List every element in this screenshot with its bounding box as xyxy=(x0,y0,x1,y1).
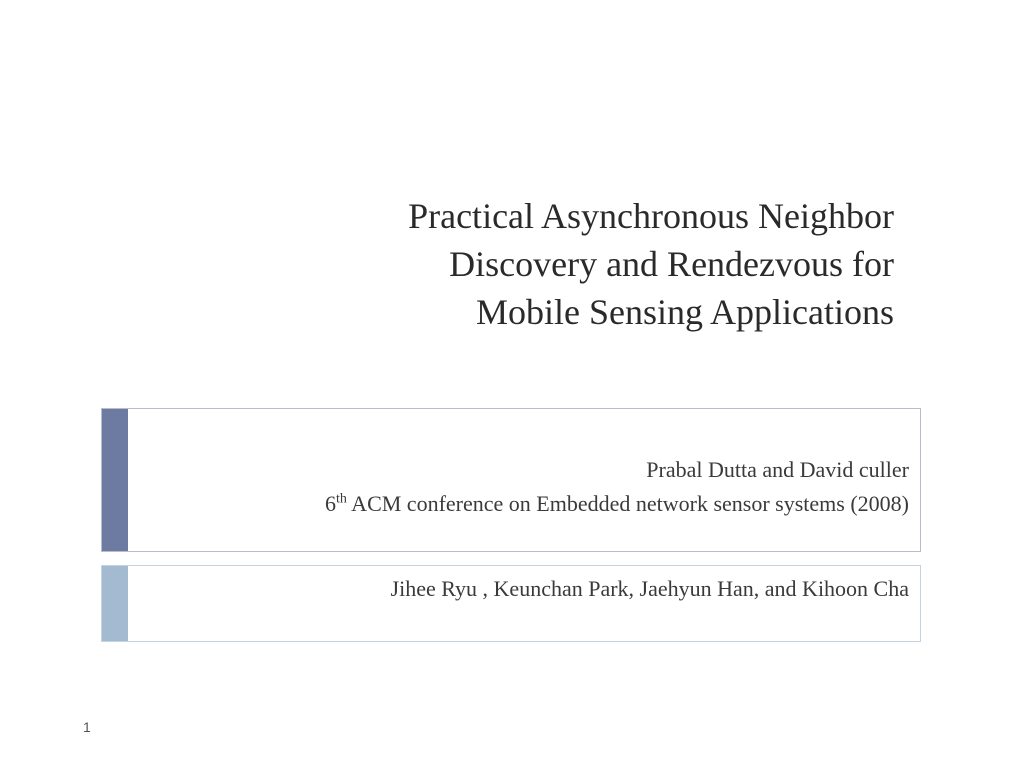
presenters: Jihee Ryu , Keunchan Park, Jaehyun Han, and Kihoon Cha xyxy=(390,576,909,601)
page-number: 1 xyxy=(83,719,91,735)
accent-bar xyxy=(102,566,128,641)
conference-ordinal: 6 xyxy=(325,491,336,516)
paper-authors: Prabal Dutta and David culler xyxy=(646,457,909,482)
conference-text: ACM conference on Embedded network sensor systems (2008) xyxy=(346,491,909,516)
presenters-box xyxy=(101,565,921,642)
title-line: Discovery and Rendezvous for xyxy=(449,244,894,284)
conference xyxy=(325,491,909,517)
title-line: Practical Asynchronous Neighbor xyxy=(408,196,894,236)
conference-ordinal-suffix: th xyxy=(336,491,347,507)
accent-bar xyxy=(102,409,128,551)
title-line: Mobile Sensing Applications xyxy=(476,292,894,332)
slide-title xyxy=(150,192,894,336)
paper-info-box xyxy=(101,408,921,552)
